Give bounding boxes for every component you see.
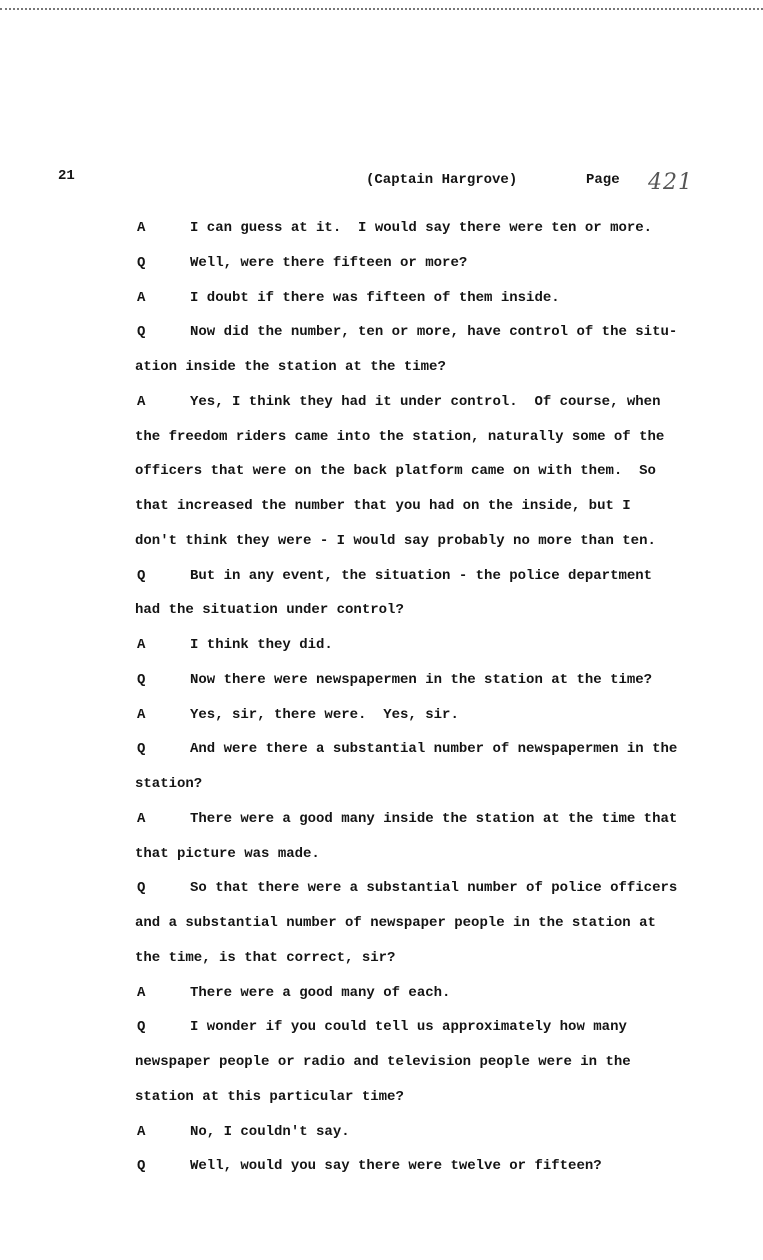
speaker-marker: A — [137, 1123, 146, 1140]
speaker-marker: A — [137, 220, 146, 236]
transcript-line — [137, 323, 677, 341]
transcript-line — [135, 462, 656, 480]
transcript-line — [135, 949, 395, 967]
transcript-line — [135, 358, 446, 376]
page-label: Page — [586, 172, 620, 188]
line-text: Yes, I think they had it under control. Of course, when — [190, 393, 661, 410]
transcript-line — [137, 219, 652, 237]
line-text: Well, would you say there were twelve or fifteen? — [190, 1158, 602, 1175]
transcript-line — [135, 601, 404, 619]
line-text: ation inside the station at the time? — [135, 359, 446, 375]
line-text: that picture was made. — [135, 845, 320, 862]
speaker-marker: Q — [137, 741, 146, 758]
speaker-marker: A — [137, 984, 146, 1001]
line-text: But in any event, the situation - the police department — [190, 567, 653, 584]
speaker-marker: A — [137, 706, 146, 723]
transcript-line — [137, 879, 677, 897]
line-text: don't think they were - I would say probably no more than ten. — [135, 532, 656, 549]
transcript-line — [135, 914, 656, 932]
line-text: I can guess at it. I would say there were ten or more. — [190, 220, 653, 236]
speaker-marker: Q — [137, 324, 146, 341]
speaker-marker: Q — [137, 880, 146, 897]
line-text: newspaper people or radio and television people were in the — [135, 1054, 631, 1070]
transcript-line — [135, 775, 202, 793]
line-text: station at this particular time? — [135, 1088, 404, 1105]
line-text: There were a good many inside the station at the time that — [190, 810, 678, 827]
line-text: I think they did. — [190, 637, 333, 653]
speaker-marker: Q — [137, 254, 146, 271]
transcript-line — [135, 532, 656, 550]
transcript-line — [135, 1053, 631, 1071]
line-text: Now there were newspapermen in the station at the time? — [190, 671, 653, 688]
transcript-line — [137, 740, 677, 758]
speaker-marker: A — [137, 810, 146, 827]
transcript-line — [135, 845, 320, 863]
transcript-line — [137, 810, 677, 828]
transcript-line — [137, 393, 660, 411]
transcript-line — [135, 497, 631, 515]
line-text: that increased the number that you had on the inside, but I — [135, 498, 631, 514]
line-text: I wonder if you could tell us approximately how many — [190, 1019, 627, 1036]
line-text: the freedom riders came into the station, naturally some of the — [135, 428, 665, 445]
transcript-line — [137, 289, 560, 307]
transcript-line — [137, 567, 652, 585]
line-text: the time, is that correct, sir? — [135, 949, 396, 966]
line-text: officers that were on the back platform came on with them. So — [135, 463, 656, 480]
speaker-marker: Q — [137, 567, 146, 584]
speaker-marker: Q — [137, 1019, 146, 1036]
line-text: and a substantial number of newspaper people in the station at — [135, 915, 656, 931]
line-text: Well, were there fifteen or more? — [190, 254, 468, 271]
line-text: had the situation under control? — [135, 602, 404, 619]
line-text: station? — [135, 776, 203, 792]
transcript-line — [137, 706, 459, 724]
line-text: There were a good many of each. — [190, 984, 451, 1001]
transcript-line — [137, 671, 652, 689]
speaker-marker: A — [137, 393, 146, 410]
line-text: Now did the number, ten or more, have control of the situ- — [190, 324, 678, 341]
transcript-line — [137, 1123, 350, 1141]
transcript-line — [137, 636, 333, 654]
line-text: Yes, sir, there were. Yes, sir. — [190, 706, 459, 723]
page-top-edge — [0, 0, 763, 10]
transcript-line — [137, 1157, 602, 1175]
transcript-line — [137, 254, 467, 272]
transcript-line — [135, 1088, 404, 1106]
transcript-line — [135, 428, 664, 446]
transcript-line — [137, 1018, 627, 1036]
speaker-marker: Q — [137, 1158, 146, 1175]
line-text: And were there a substantial number of newspapermen in the — [190, 741, 678, 758]
page-index: 21 — [58, 168, 75, 184]
speaker-marker: Q — [137, 671, 146, 688]
page-number: 421 — [648, 170, 693, 195]
speaker-marker: A — [137, 289, 146, 306]
header-title: (Captain Hargrove) — [366, 172, 518, 188]
transcript-line — [137, 984, 450, 1002]
line-text: I doubt if there was fifteen of them inside. — [190, 289, 560, 306]
line-text: So that there were a substantial number of police officers — [190, 880, 678, 897]
line-text: No, I couldn't say. — [190, 1123, 350, 1140]
speaker-marker: A — [137, 637, 146, 653]
